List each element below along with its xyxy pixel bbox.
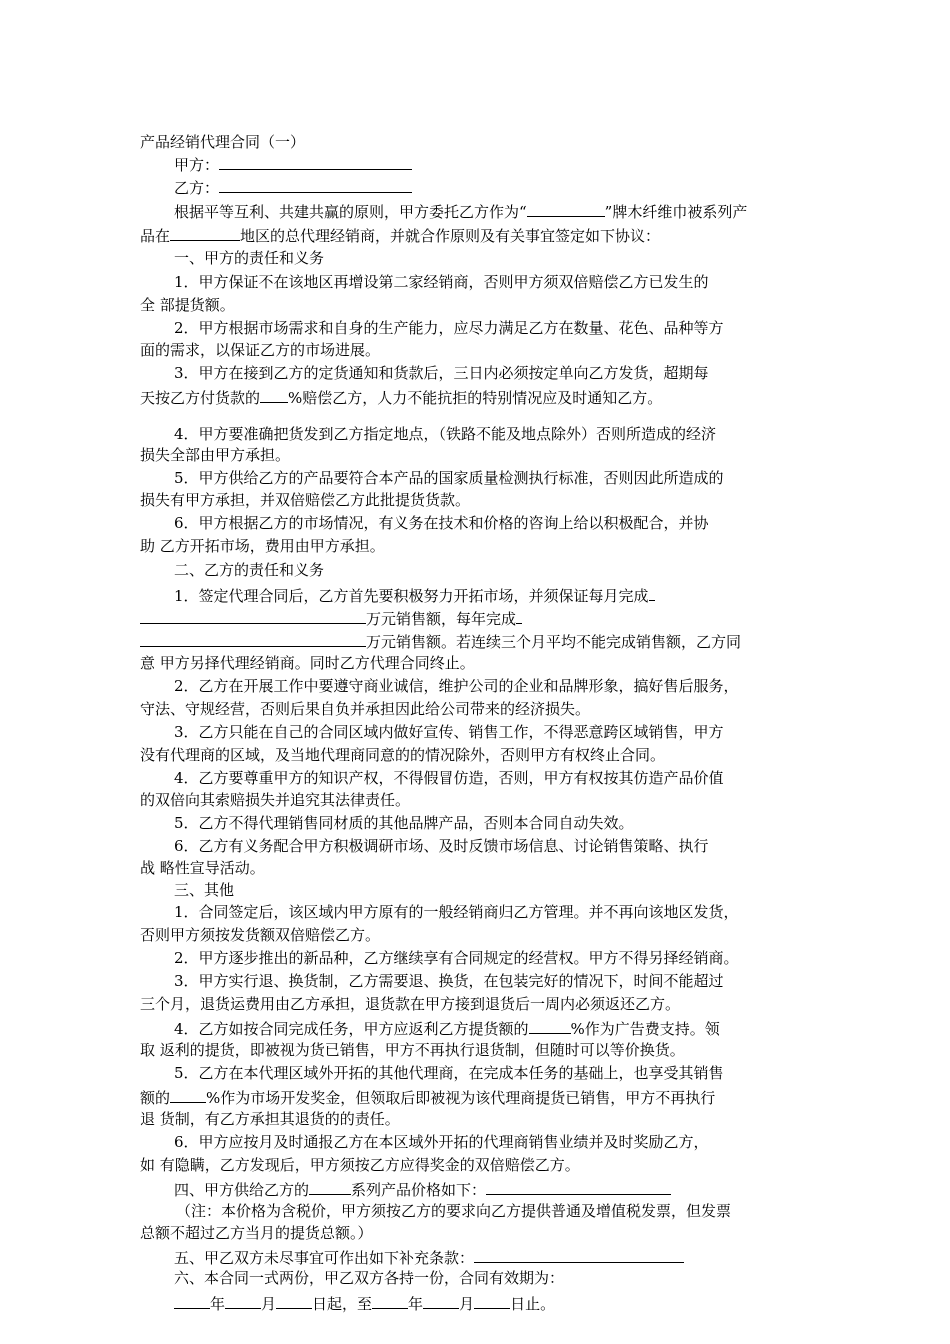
clause-1-1-cont: 全 部提货额。 [140, 296, 235, 314]
clause-1-5-cont: 损失有甲方承担，并双倍赔偿乙方此批提货货款。 [140, 491, 471, 509]
clause-2-1-cont-2: 万元销售额。若连续三个月平均不能完成销售额，乙方同 [140, 630, 800, 652]
clause-2-5: 5．乙方不得代理销售同材质的其他品牌产品，否则本合同自动失效。 [174, 814, 634, 832]
clause-1-6-cont: 助 乙方开拓市场，费用由甲方承担。 [140, 537, 385, 555]
clause-2-4: 4．乙方要尊重甲方的知识产权，不得假冒仿造，否则，甲方有权按其仿造产品价值 [174, 769, 724, 787]
clause-2-6: 6．乙方有义务配合甲方积极调研市场、及时反馈市场信息、讨论销售策略、执行 [174, 837, 709, 855]
intro-line-2: 品在 地区的总代理经销商，并就合作原则及有关事宜签定如下协议： [140, 224, 800, 246]
clause-3-6: 6．甲方应按月及时通报乙方在本区域外开拓的代理商销售业绩并及时奖励乙方， [174, 1133, 709, 1151]
clause-3-5-cont-2: 退 货制，有乙方承担其退货的的责任。 [140, 1110, 400, 1128]
party-a-line: 甲方： [174, 153, 800, 175]
clause-3-1: 1．合同签定后，该区域内甲方原有的一般经销商归乙方管理。并不再向该地区发货， [174, 903, 739, 921]
clause-3-2: 2．甲方逐步推出的新品种，乙方继续享有合同规定的经营权。甲方不得另择经销商。 [174, 949, 739, 967]
clause-1-4-cont: 损失全部由甲方承担。 [140, 446, 291, 464]
price-note-1: （注：本价格为含税价，甲方须按乙方的要求向乙方提供普通及增值税发票，但发票 [176, 1202, 732, 1220]
supplement-blank [474, 1246, 684, 1263]
clause-2-1-cont-3: 意 甲方另择代理经销商。同时乙方代理合同终止。 [140, 654, 475, 672]
region-blank [170, 224, 240, 241]
section-4-line: 四、甲方供给乙方的 系列产品价格如下： [174, 1178, 800, 1200]
end-month-blank [423, 1292, 459, 1309]
clause-1-6: 6．甲方根据乙方的市场情况，有义务在技术和价格的咨询上给以积极配合，并协 [174, 514, 709, 532]
clause-1-3: 3．甲方在接到乙方的定货通知和货款后，三日内必须按定单向乙方发货，超期每 [174, 364, 709, 382]
brand-blank [527, 200, 605, 217]
rebate-percent-blank [529, 1017, 571, 1034]
party-a-blank [219, 153, 412, 170]
clause-2-2-cont: 守法、守规经营，否则后果自负并承担因此给公司带来的经济损失。 [140, 700, 591, 718]
clause-3-6-cont: 如 有隐瞒，乙方发现后，甲方须按乙方应得奖金的双倍赔偿乙方。 [140, 1156, 580, 1174]
clause-3-4-cont: 取 返利的提货，即被视为货已销售，甲方不再执行退货制，但随时可以等价换货。 [140, 1041, 685, 1059]
clause-3-4: 4．乙方如按合同完成任务，甲方应返利乙方提货额的 %作为广告费支持。领 [174, 1017, 800, 1039]
validity-dates: 年 月 日起，至 年 月 日止。 [174, 1292, 800, 1314]
clause-3-5-cont-1: 额的 %作为市场开发奖金，但领取后即被视为该代理商提货已销售，甲方不再执行 [140, 1086, 800, 1108]
start-day-blank [276, 1292, 312, 1309]
clause-1-2-cont: 面的需求，以保证乙方的市场进展。 [140, 341, 381, 359]
clause-1-4: 4．甲方要准确把货发到乙方指定地点，（铁路不能及地点除外）否则所造成的经济 [174, 425, 717, 443]
series-blank [309, 1178, 351, 1195]
clause-2-6-cont: 战 略性宣导活动。 [140, 859, 265, 877]
end-day-blank [474, 1292, 510, 1309]
section-3-heading: 三、其他 [174, 881, 235, 899]
end-year-blank [372, 1292, 408, 1309]
clause-3-5: 5．乙方在本代理区域外开拓的其他代理商，在完成本任务的基础上，也享受其销售 [174, 1064, 724, 1082]
bonus-percent-blank [170, 1086, 206, 1103]
section-1-heading: 一、甲方的责任和义务 [174, 249, 325, 267]
clause-1-5: 5．甲方供给乙方的产品要符合本产品的国家质量检测执行标准，否则因此所造成的 [174, 469, 724, 487]
start-month-blank [225, 1292, 261, 1309]
section-2-heading: 二、乙方的责任和义务 [174, 561, 325, 579]
clause-3-3-cont: 三个月，退货运费用由乙方承担，退货款在甲方接到退货后一周内必须返还乙方。 [140, 995, 681, 1013]
clause-2-3-cont: 没有代理商的区域，及当地代理商同意的的情况除外，否则甲方有权终止合同。 [140, 746, 666, 764]
clause-3-1-cont: 否则甲方须按发货额双倍赔偿乙方。 [140, 926, 381, 944]
monthly-target-blank [140, 607, 366, 624]
party-b-blank [219, 176, 412, 193]
section-5-line: 五、甲乙双方未尽事宜可作出如下补充条款： [174, 1246, 800, 1268]
clause-1-3-cont: 天按乙方付货款的 %赔偿乙方，人力不能抗拒的特别情况应及时通知乙方。 [140, 386, 800, 408]
clause-2-4-cont: 的双倍向其索赔损失并追究其法律责任。 [140, 791, 411, 809]
clause-1-2: 2．甲方根据市场需求和自身的生产能力，应尽力满足乙方在数量、花色、品种等方 [174, 319, 724, 337]
percent-blank-1 [260, 386, 288, 403]
party-b-line: 乙方： [174, 176, 800, 198]
start-year-blank [174, 1292, 210, 1309]
section-6-line: 六、本合同一式两份，甲乙双方各持一份，合同有效期为： [174, 1269, 565, 1287]
price-note-2: 总额不超过乙方当月的提货总额。） [140, 1224, 373, 1242]
intro-line-1: 根据平等互利、共建共赢的原则，甲方委托乙方作为“ ”牌木纤维巾被系列产 [174, 200, 800, 222]
clause-2-2: 2．乙方在开展工作中要遵守商业诚信，维护公司的企业和品牌形象，搞好售后服务， [174, 677, 739, 695]
clause-2-1: 1．签定代理合同后，乙方首先要积极努力开拓市场，并须保证每月完成 [174, 584, 800, 606]
page-title: 产品经销代理合同（一） [140, 133, 306, 151]
clause-1-1: 1．甲方保证不在该地区再增设第二家经销商，否则甲方须双倍赔偿乙方已发生的 [174, 273, 709, 291]
clause-2-1-cont-1: 万元销售额，每年完成 [140, 607, 800, 629]
clause-3-3: 3．甲方实行退、换货制，乙方需要退、换货，在包装完好的情况下，时间不能超过 [174, 972, 724, 990]
price-blank [486, 1178, 671, 1195]
yearly-target-blank [140, 630, 366, 647]
clause-2-3: 3．乙方只能在自己的合同区域内做好宣传、销售工作，不得恶意跨区域销售，甲方 [174, 723, 724, 741]
